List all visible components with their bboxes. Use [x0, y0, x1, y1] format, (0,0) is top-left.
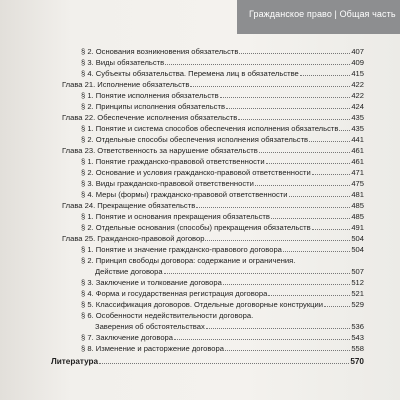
toc-entry-title: § 5. Классификация договоров. Отдельные договорные конструкции: [81, 300, 324, 309]
toc-dot-leader: [205, 240, 350, 241]
toc-dot-leader: [190, 86, 350, 87]
toc-entry: [81, 332, 364, 342]
toc-entry-title: Литература: [51, 357, 99, 366]
toc-dot-leader: [238, 119, 350, 120]
toc-entry-title: § 1. Понятие и основания прекращения обязательств: [81, 212, 270, 221]
toc-page-number: 435: [351, 113, 364, 122]
toc-entry: [95, 321, 364, 331]
running-header-title: Гражданское право | Общая часть: [249, 9, 396, 19]
toc-entry: [81, 68, 364, 78]
toc-page-number: 435: [351, 124, 364, 133]
toc-dot-leader: [164, 273, 351, 274]
toc-dot-leader: [324, 306, 350, 307]
toc-dot-leader: [225, 350, 350, 351]
toc-dot-leader: [99, 363, 349, 364]
toc-dot-leader: [174, 339, 350, 340]
toc-entry: [81, 222, 364, 232]
toc-dot-leader: [289, 196, 351, 197]
toc-page-number: 536: [351, 322, 364, 331]
toc-entry: [81, 244, 364, 254]
toc-entry-title: § 7. Заключение договора: [81, 333, 173, 342]
toc-entry-title: Глава 25. Гражданско-правовой договор: [62, 234, 205, 243]
toc-dot-leader: [255, 185, 350, 186]
toc-dot-leader: [206, 328, 351, 329]
toc-entry: [81, 46, 364, 56]
toc-dot-leader: [165, 64, 350, 65]
toc-page-number: 441: [351, 135, 364, 144]
toc-page-number: 485: [351, 212, 364, 221]
toc-entry: [81, 299, 364, 309]
toc-entry-title: Действие договора: [95, 267, 163, 276]
toc-entry-title: § 1. Понятие и значение гражданско-правового договора: [81, 245, 282, 254]
toc-dot-leader: [283, 251, 350, 252]
toc-entry: [81, 101, 364, 111]
toc-entry-title: § 2. Принцип свободы договора: содержание и ограничения.: [81, 256, 296, 265]
toc-entry-title: § 8. Изменение и расторжение договора: [81, 344, 224, 353]
toc-page-number: 570: [350, 357, 364, 366]
toc-dot-leader: [271, 218, 350, 219]
toc-entry-title: § 2. Отдельные основания (способы) прекращения обязательств: [81, 223, 311, 232]
toc-page-number: 558: [351, 344, 364, 353]
toc-entry: [81, 255, 364, 265]
toc-entry: [81, 57, 364, 67]
toc-page-number: 461: [351, 157, 364, 166]
toc-entry-title: § 2. Отдельные способы обеспечения исполнения обязательств: [81, 135, 309, 144]
toc-page-number: 475: [351, 179, 364, 188]
toc-entry: [62, 233, 364, 243]
toc-entry: [81, 343, 364, 353]
toc-entry-title: Глава 22. Обеспечение исполнения обязательств: [62, 113, 238, 122]
toc-entry-title: § 3. Заключение и толкование договора: [81, 278, 222, 287]
toc-entry: [95, 266, 364, 276]
toc-entry: [81, 134, 364, 144]
toc-entry: [81, 178, 364, 188]
toc-dot-leader: [196, 207, 350, 208]
toc-entry: [81, 167, 364, 177]
toc-page-number: 422: [351, 91, 364, 100]
toc-page-number: 521: [351, 289, 364, 298]
toc-entry: [62, 112, 364, 122]
toc-entry-title: § 3. Виды гражданско-правовой ответственности: [81, 179, 254, 188]
toc-page-number: 543: [351, 333, 364, 342]
toc-dot-leader: [226, 108, 350, 109]
toc-entry-title: Заверения об обстоятельствах: [95, 322, 205, 331]
toc-entry: [62, 200, 364, 210]
toc-entry-title: § 4. Меры (формы) гражданско-правовой ответственности: [81, 190, 288, 199]
toc-entry-title: § 2. Основание и условия гражданско-правовой ответственности: [81, 168, 311, 177]
toc-entry: [62, 145, 364, 155]
toc-page-number: 504: [351, 245, 364, 254]
toc-dot-leader: [339, 130, 350, 131]
toc-entry-title: Глава 23. Ответственность за нарушение обязательств: [62, 146, 258, 155]
toc-page-number: 461: [351, 146, 364, 155]
toc-entry: [81, 189, 364, 199]
toc-entry-title: § 2. Принципы исполнения обязательств: [81, 102, 225, 111]
toc-dot-leader: [220, 97, 351, 98]
toc-dot-leader: [239, 53, 350, 54]
toc-dot-leader: [300, 75, 351, 76]
toc-entry: [81, 123, 364, 133]
toc-entry: [81, 211, 364, 221]
toc-entry-title: § 1. Понятие и система способов обеспечения исполнения обязательств: [81, 124, 339, 133]
toc-entry: [81, 90, 364, 100]
toc-dot-leader: [309, 141, 350, 142]
toc-page-number: 512: [351, 278, 364, 287]
toc-entry-title: Глава 24. Прекращение обязательств: [62, 201, 196, 210]
toc-entry-title: § 3. Виды обязательств: [81, 58, 165, 67]
toc-entry: [62, 79, 364, 89]
toc-dot-leader: [223, 284, 351, 285]
toc-page-number: 529: [351, 300, 364, 309]
toc-dot-leader: [312, 229, 351, 230]
toc-page-number: 491: [351, 223, 364, 232]
toc-entry: [81, 156, 364, 166]
toc-dot-leader: [266, 163, 351, 164]
toc-page-number: 422: [351, 80, 364, 89]
toc-page-number: 409: [351, 58, 364, 67]
toc-entry: [81, 310, 364, 320]
toc-dot-leader: [312, 174, 351, 175]
toc-entry: [81, 277, 364, 287]
toc-page-number: 407: [351, 47, 364, 56]
toc-entry-title: § 1. Понятие гражданско-правовой ответственности: [81, 157, 265, 166]
toc-entry: [81, 288, 364, 298]
toc-page-number: 507: [351, 267, 364, 276]
toc-dot-leader: [268, 295, 350, 296]
toc-page-number: 424: [351, 102, 364, 111]
toc-page-number: 471: [351, 168, 364, 177]
toc-bibliography-entry: [51, 356, 364, 366]
toc-page-number: 485: [351, 201, 364, 210]
toc-page-number: 481: [351, 190, 364, 199]
toc-entry-title: § 1. Понятие исполнения обязательств: [81, 91, 219, 100]
toc-entry-title: § 6. Особенности недействительности договора.: [81, 311, 254, 320]
toc-page-number: 415: [351, 69, 364, 78]
toc-dot-leader: [259, 152, 351, 153]
toc-entry-title: § 2. Основания возникновения обязательств: [81, 47, 239, 56]
toc-entry-title: § 4. Форма и государственная регистрация договора: [81, 289, 268, 298]
toc-entry-title: § 4. Субъекты обязательства. Перемена лиц в обязательстве: [81, 69, 299, 78]
toc-page-number: 504: [351, 234, 364, 243]
toc-entry-title: Глава 21. Исполнение обязательств: [62, 80, 190, 89]
